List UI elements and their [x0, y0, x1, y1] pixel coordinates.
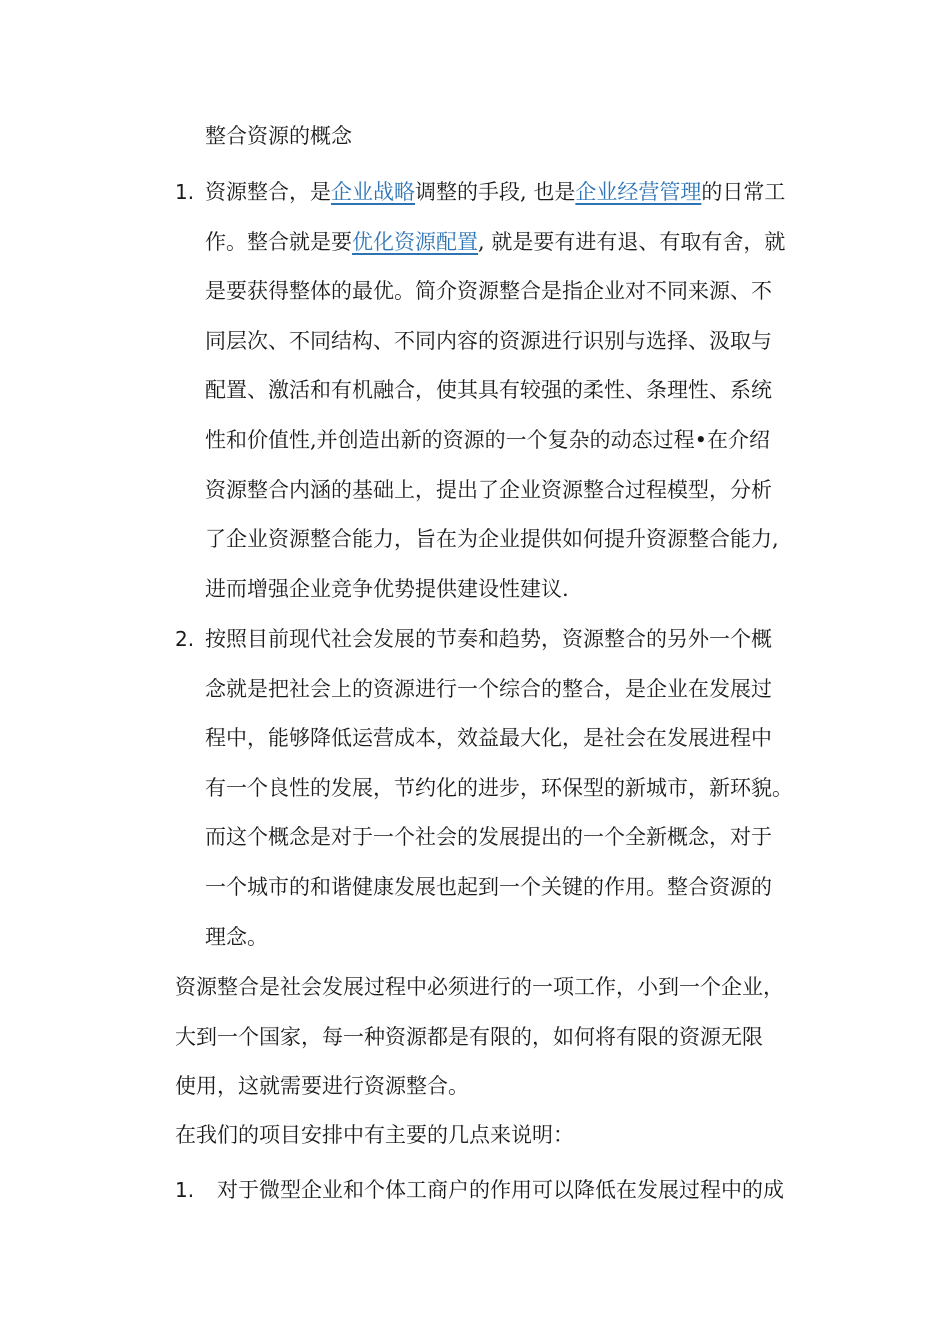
hyperlink[interactable]: 企业经营管理 — [575, 180, 702, 204]
text-segment: 了企业资源整合能力，旨在为企业提供如何提升资源整合能力, — [205, 527, 779, 552]
text-segment: 是要获得整体的最优。简介资源整合是指企业对不同来源、不 — [205, 279, 772, 304]
text-segment: 理念。 — [205, 924, 268, 949]
paragraph-resource-integration: 资源整合是社会发展过程中必须进行的一项工作，小到一个企业， 大到一个国家，每一种资源都是有限的，如何将有限的资源无限 使用，这就需要进行资源整合。 — [175, 975, 784, 1099]
list-number: 1. — [175, 1178, 195, 1202]
text-line — [205, 317, 785, 367]
list-number: 1. — [175, 180, 195, 204]
text-line — [205, 863, 793, 913]
text-segment: 同层次、不同结构、不同内容的资源进行识别与选择、汲取与 — [205, 328, 772, 353]
text-segment: 资源整合内涵的基础上，提出了企业资源整合过程模型，分析 — [205, 477, 772, 502]
text-segment: 资源整合，是 — [205, 180, 331, 204]
text-line — [205, 813, 793, 863]
text-line — [205, 416, 785, 466]
text-segment: 配置、激活和有机融合，使其具有较强的柔性、条理性、系统 — [205, 378, 772, 403]
text-segment: 进而增强企业竞争优势提供建设性建议. — [205, 576, 569, 601]
text-line — [205, 466, 785, 516]
text-line — [205, 366, 785, 416]
document-title: 整合资源的概念 — [205, 124, 352, 148]
text-line — [205, 913, 793, 963]
text-segment: 性和价值性,并创造出新的资源的一个复杂的动态过程•在介绍 — [205, 427, 771, 452]
text-line — [205, 267, 785, 317]
text-line — [205, 515, 785, 565]
text-segment: 调整的手段, 也是 — [415, 180, 576, 204]
text-line — [205, 764, 793, 814]
text-segment: 念就是把社会上的资源进行一个综合的整合，是企业在发展过 — [205, 676, 772, 701]
text-segment: 程中，能够降低运营成本，效益最大化，是社会在发展进程中 — [205, 726, 772, 751]
text-line — [205, 218, 785, 268]
text-segment: 而这个概念是对于一个社会的发展提出的一个全新概念，对于 — [205, 825, 772, 850]
text-segment: 有一个良性的发展，节约化的进步，环保型的新城市，新环貌。 — [205, 775, 793, 800]
text-segment: 作。整合就是要 — [205, 229, 352, 254]
text-segment: 一个城市的和谐健康发展也起到一个关键的作用。整合资源的 — [205, 874, 772, 899]
text-line — [205, 168, 785, 218]
list-item-2 — [205, 615, 793, 962]
hyperlink[interactable]: 企业战略 — [331, 180, 415, 204]
list-item-1 — [205, 168, 785, 614]
text-segment: , 就是要有进有退、有取有舍，就 — [478, 229, 786, 254]
list-item-micro-enterprise: 对于微型企业和个体工商户的作用可以降低在发展过程中的成 — [217, 1178, 784, 1202]
list-number: 2. — [175, 627, 195, 651]
text-segment: 按照目前现代社会发展的节奏和趋势，资源整合的另外一个概 — [205, 627, 772, 651]
text-line — [205, 714, 793, 764]
text-line — [205, 615, 793, 665]
text-segment: 的日常工 — [701, 180, 786, 204]
text-line — [205, 565, 785, 615]
text-line — [205, 665, 793, 715]
paragraph-project-intro: 在我们的项目安排中有主要的几点来说明： — [175, 1123, 574, 1147]
hyperlink[interactable]: 优化资源配置 — [352, 229, 478, 254]
